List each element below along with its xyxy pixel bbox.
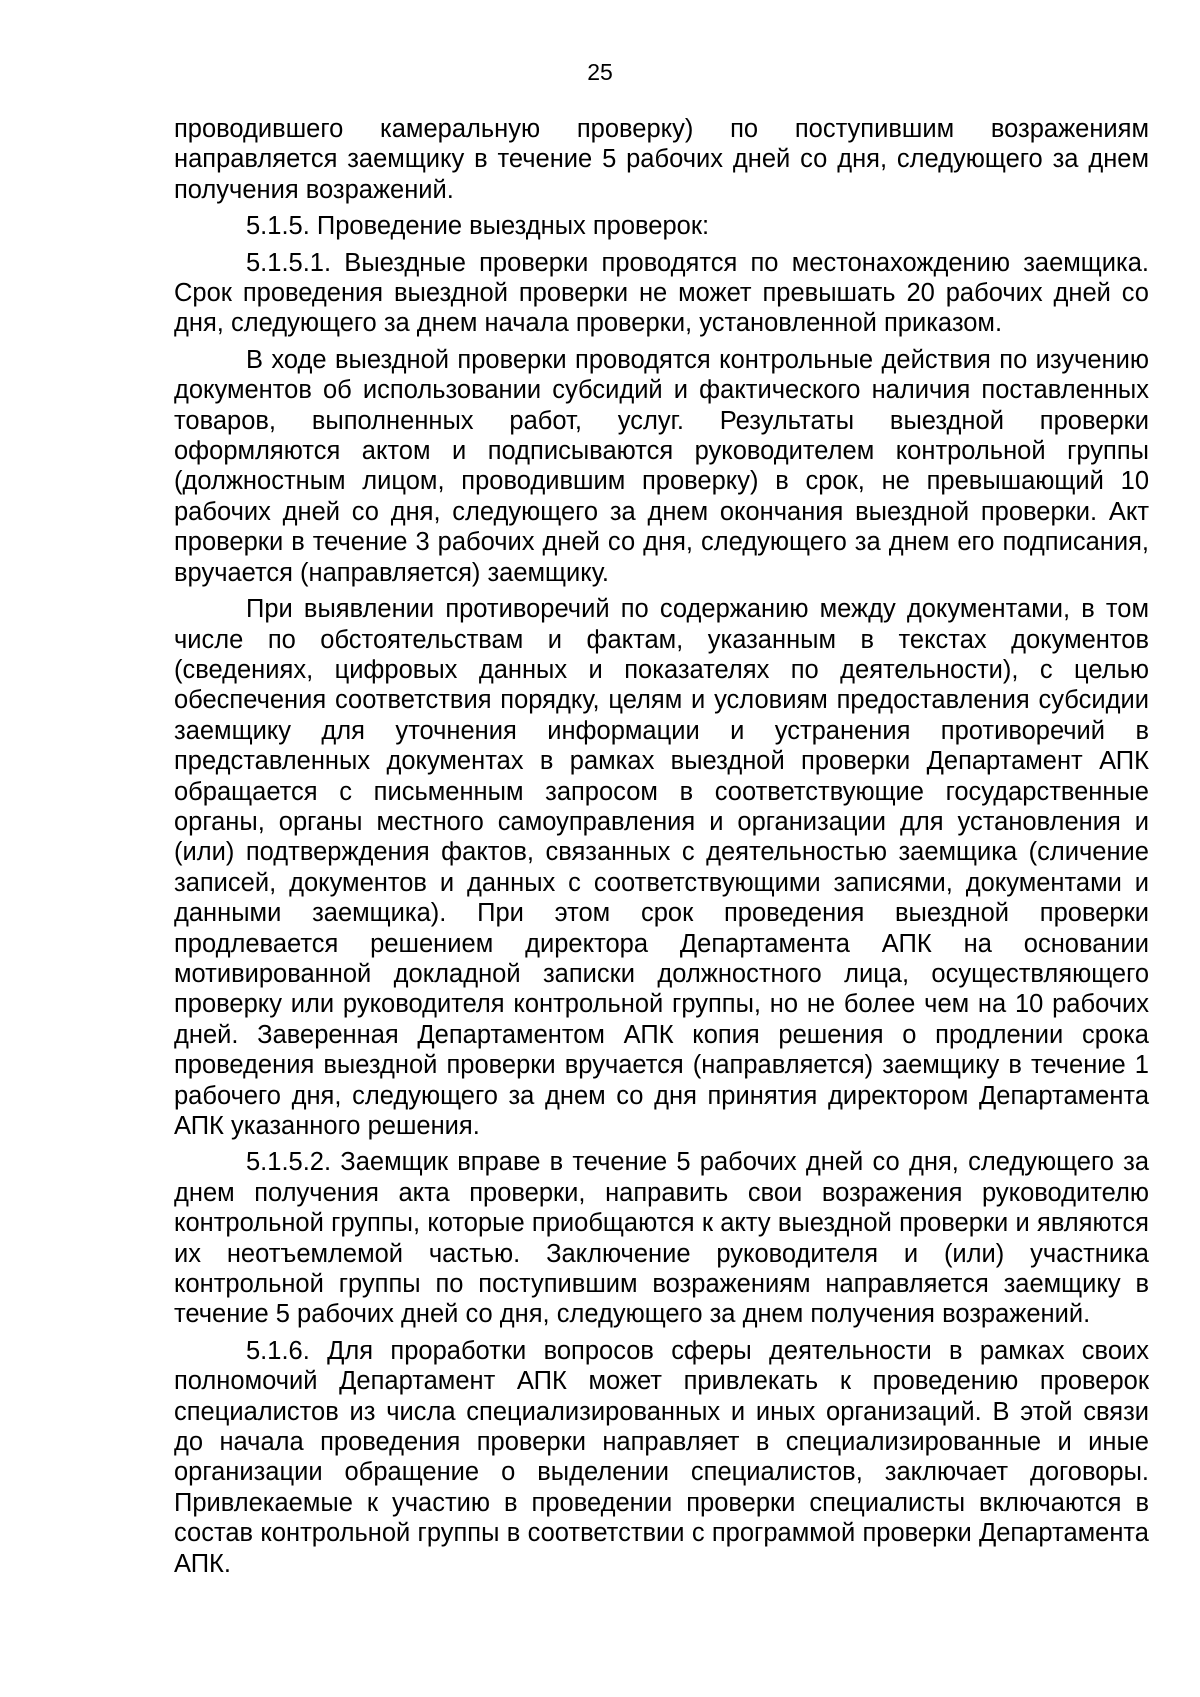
paragraph-inspection-actions: В ходе выездной проверки проводятся контрольные действия по изучению документов об использовании субсидий и фактического наличия поставленных товаров, выполненных работ, услуг. Результаты выездной проверки оформляются актом и подписываются руководителем контрольной группы (должностным лицом, проводившим проверку) в срок, не превышающий 10 рабочих дней со дня, следующего за днем окончания выездной проверки. Акт проверки в течение 3 рабочих дней со дня, следующего за днем его подписания, вручается (направляется) заемщику.: [174, 345, 1149, 587]
document-body: [174, 114, 1149, 1585]
page-number: 25: [587, 59, 613, 85]
paragraph-section-5-1-5-1: 5.1.5.1. Выездные проверки проводятся по местонахождению заемщика. Срок проведения выездной проверки не может превышать 20 рабочих дней со дня, следующего за днем начала проверки, установленной приказом.: [174, 248, 1149, 338]
paragraph-continuation: проводившего камеральную проверку) по поступившим возражениям направляется заемщику в течение 5 рабочих дней со дня, следующего за днем получения возражений.: [174, 115, 1149, 204]
paragraph-section-5-1-6: 5.1.6. Для проработки вопросов сферы деятельности в рамках своих полномочий Департамент АПК может привлекать к проведению проверок специалистов из числа специализированных и иных организаций. В этой связи до начала проведения проверки направляет в специализированные и иные организации обращение о выделении специалистов, заключает договоры. Привлекаемые к участию в проведении проверки специалисты включаются в состав контрольной группы в соответствии с программой проверки Департамента АПК.: [174, 1336, 1149, 1578]
paragraph-section-5-1-5: 5.1.5. Проведение выездных проверок:: [246, 212, 710, 241]
paragraph-section-5-1-5-2: 5.1.5.2. Заемщик вправе в течение 5 рабочих дней со дня, следующего за днем получения акта проверки, направить свои возражения руководителю контрольной группы, которые приобщаются к акту выездной проверки и являются их неотъемлемой частью. Заключение руководителя и (или) участника контрольной группы по поступившим возражениям направляется заемщику в течение 5 рабочих дней со дня, следующего за днем получения возражений.: [174, 1148, 1149, 1329]
paragraph-contradictions: При выявлении противоречий по содержанию между документами, в том числе по обстоятельствам и фактам, указанным в текстах документов (сведениях, цифровых данных и показателях по деятельности), с целью обеспечения соответствия порядку, целям и условиям предоставления субсидии заемщику для уточнения информации и устранения противоречий в представленных документах в рамках выездной проверки Департамент АПК обращается с письменным запросом в соответствующие государственные органы, органы местного самоуправления и организации для установления и (или) подтверждения фактов, связанных с деятельностью заемщика (сличение записей, документов и данных с соответствующими записями, документами и данными заемщика). При этом срок проведения выездной проверки продлевается решением директора Департамента АПК на основании мотивированной докладной записки должностного лица, осуществляющего проверку или руководителя контрольной группы, но не более чем на 10 рабочих дней. Заверенная Департаментом АПК копия решения о продлении срока проведения выездной проверки вручается (направляется) заемщику в течение 1 рабочего дня, следующего за днем со дня принятия директором Департамента АПК указанного решения.: [174, 595, 1149, 1140]
